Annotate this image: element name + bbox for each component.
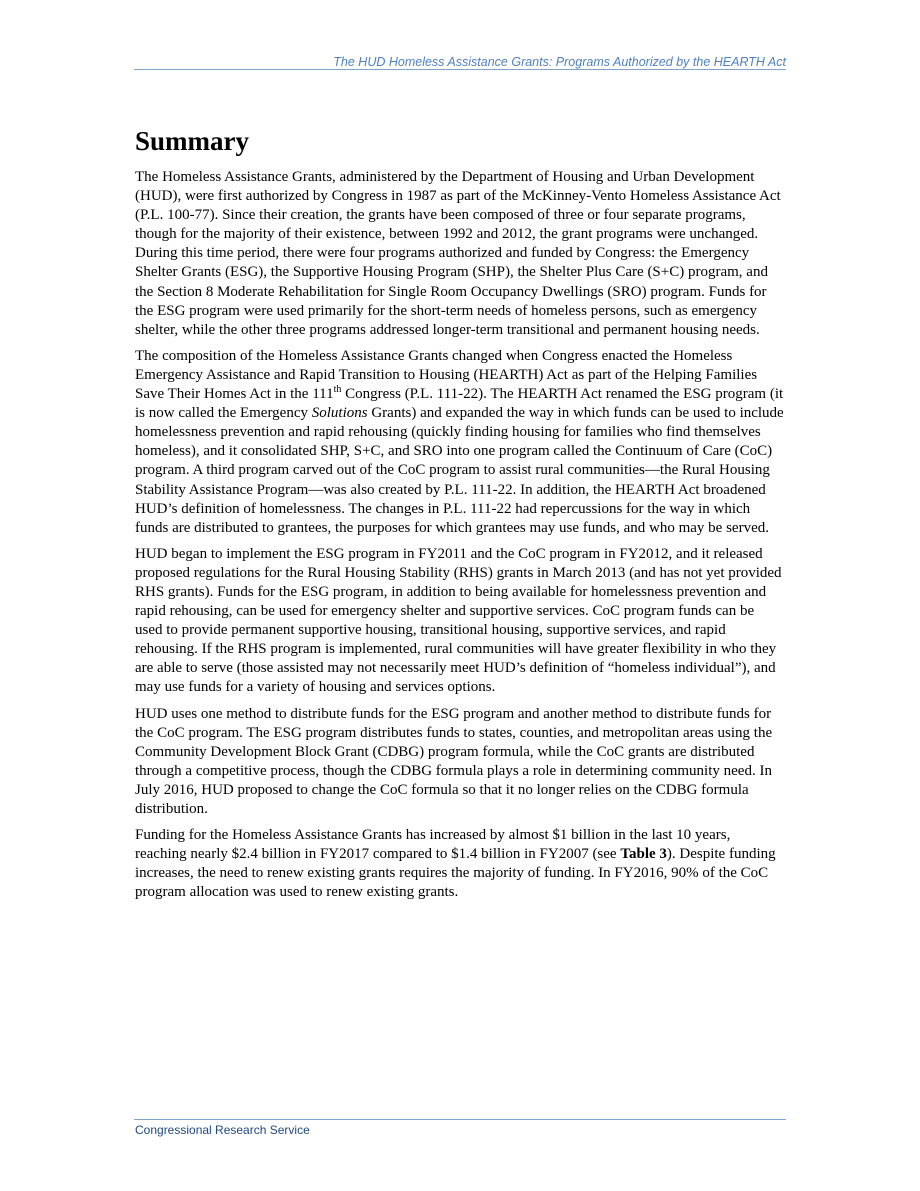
paragraph-4: HUD uses one method to distribute funds for the ESG program and another method to distribute funds for the CoC program. The ESG program distributes funds to states, counties, and metropolitan areas using the Community Development Block Grant (CDBG) program formula, while the CoC grants are distributed through a competitive process, though the CDBG formula plays a role in determining community need. In July 2016, HUD proposed to change the CoC formula so that it no longer relies on the CDBG formula distribution. bbox=[135, 705, 773, 817]
paragraph-1: The Homeless Assistance Grants, administered by the Department of Housing and Urban Development (HUD), were first authorized by Congress in 1987 as part of the McKinney-Vento Homeless Assistance Act (P.L. 100-77). Since their creation, the grants have been composed of three or four separate programs, though for the majority of their existence, between 1992 and 2012, the grant programs were unchanged. During this time period, there were four programs authorized and funded by Congress: the Emergency Shelter Grants (ESG), the Supportive Housing Program (SHP), the Shelter Plus Care (S+C) program, and the Section 8 Moderate Rehabilitation for Single Room Occupancy Dwellings (SRO) program. Funds for the ESG program were used primarily for the short-term needs of homeless persons, such as emergency shelter, while the other three programs addressed longer-term transitional and permanent housing needs. bbox=[135, 169, 781, 338]
paragraph-2 bbox=[135, 347, 785, 538]
table-reference[interactable]: Table 3 bbox=[620, 846, 667, 863]
footer-divider bbox=[134, 1119, 786, 1120]
running-header: The HUD Homeless Assistance Grants: Programs Authorized by the HEARTH Act bbox=[333, 55, 786, 69]
superscript-ordinal: th bbox=[333, 384, 342, 396]
paragraph-2-text-b: Congress (P.L. 111-22). The HEARTH Act renamed the ESG program (it is now called the Emergency bbox=[135, 386, 784, 422]
paragraph-3: HUD began to implement the ESG program in FY2011 and the CoC program in FY2012, and it released proposed regulations for the Rural Housing Stability (RHS) grants in March 2013 (and has not yet provided RHS grants). Funds for the ESG program, in addition to being available for homelessness prevention and rapid rehousing, can be used for emergency shelter and supportive services. CoC program funds can be used to provide permanent supportive housing, transitional housing, supportive services, and rapid rehousing. If the RHS program is implemented, rural communities will have greater flexibility in who they are able to serve (those assisted may not necessarily meet HUD’s definition of “homeless individual”), and may use funds for a variety of housing and services options. bbox=[135, 545, 782, 696]
header-divider bbox=[134, 69, 786, 70]
paragraph-5 bbox=[135, 826, 785, 902]
section-heading: Summary bbox=[135, 126, 249, 156]
running-footer: Congressional Research Service bbox=[135, 1123, 310, 1137]
paragraph-2-text-c: Grants) and expanded the way in which funds can be used to include homelessness prevention and rapid rehousing (quickly finding housing for families who find themselves homeless), and it consolidated SHP, S+C, and SRO into one program called the Continuum of Care (CoC) program. A third program carved out of the CoC program to assist rural communities—the Rural Housing Stability Assistance Program—was also created by P.L. 111-22. In addition, the HEARTH Act broadened HUD’s definition of homelessness. The changes in P.L. 111-22 had repercussions for the way in which funds are distributed to grantees, the purposes for which grantees may use funds, and who may be served. bbox=[135, 405, 784, 536]
paragraph-5-text-b: ). Despite funding increases, the need to renew existing grants requires the majority of funding. In FY2016, 90% of the CoC program allocation was used to renew existing grants. bbox=[135, 846, 776, 901]
italic-term: Solutions bbox=[311, 405, 368, 422]
paragraph-5-text-a: Funding for the Homeless Assistance Grants has increased by almost $1 billion in the last 10 years, reaching nearly $2.4 billion in FY2017 compared to $1.4 billion in FY2007 (see bbox=[135, 827, 731, 863]
paragraph-2-text-a: The composition of the Homeless Assistance Grants changed when Congress enacted the Homeless Emergency Assistance and Rapid Transition to Housing (HEARTH) Act as part of the Helping Families Save Their Homes Act in the 111 bbox=[135, 347, 758, 403]
summary-section bbox=[135, 124, 785, 909]
